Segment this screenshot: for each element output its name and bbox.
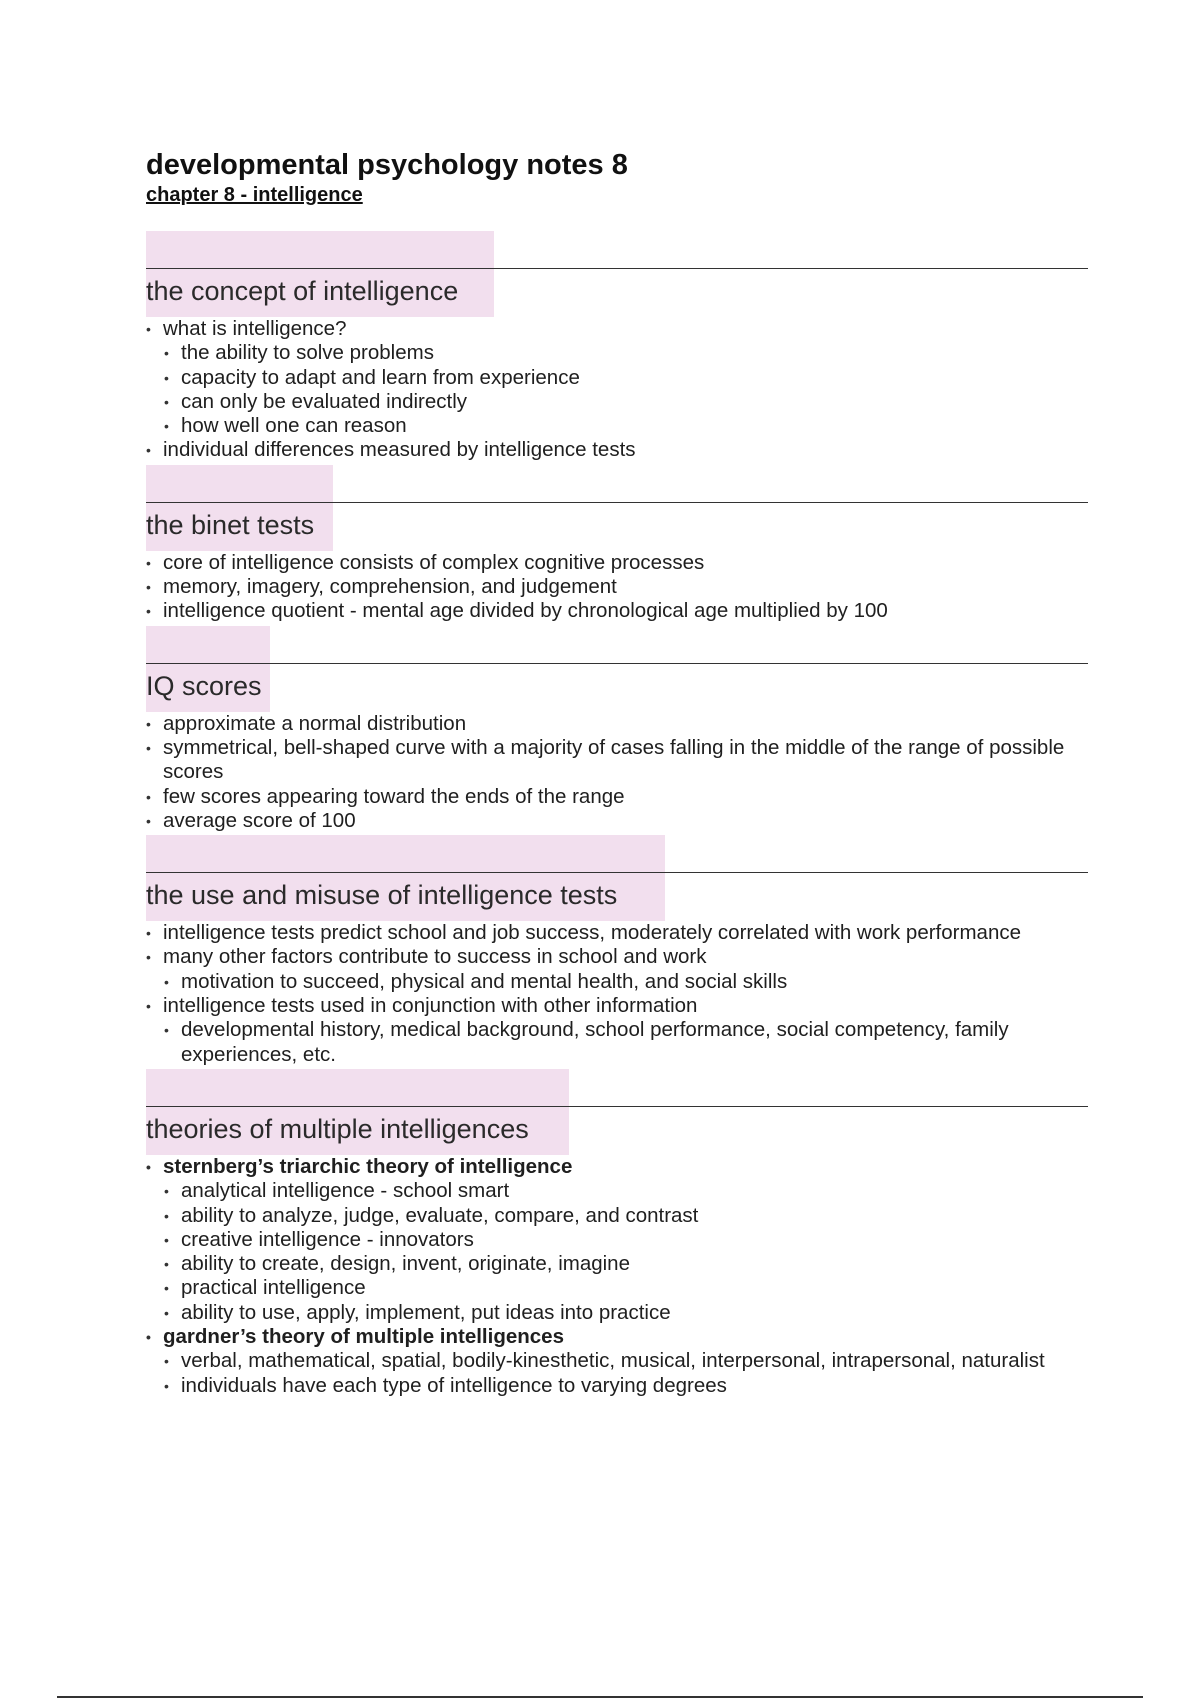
bullet-item: • intelligence quotient - mental age divided by chronological age multiplied by 100 [146, 599, 1088, 623]
sub-sub-bullet-item: • ability to create, design, invent, originate, imagine [164, 1252, 1088, 1276]
bullet-item-bold: • sternberg’s triarchic theory of intelligence [146, 1155, 1088, 1179]
bullet-item: • average score of 100 [146, 809, 1088, 833]
section-header [146, 626, 1088, 712]
section-divider [146, 663, 1088, 664]
nested-list-wrapper [146, 1349, 1088, 1398]
section-multiple-intelligences [146, 1069, 1088, 1398]
sub-bullet-list [146, 1018, 1088, 1067]
sub-bullet-list [146, 341, 1088, 438]
sub-bullet-item: • individuals have each type of intelligence to varying degrees [164, 1374, 1088, 1398]
sub-bullet-item: • creative intelligence - innovators [164, 1228, 1088, 1252]
bullet-item: • what is intelligence? [146, 317, 1088, 341]
sub-bullet-item: • developmental history, medical background, school performance, social competency, family experiences, etc. [164, 1018, 1088, 1067]
nested-list-wrapper [146, 1204, 1088, 1228]
bullet-item-bold: • gardner’s theory of multiple intelligences [146, 1325, 1088, 1349]
nested-list-wrapper [146, 1252, 1088, 1276]
bullet-item: • memory, imagery, comprehension, and judgement [146, 575, 1088, 599]
section-concept-of-intelligence [146, 231, 1088, 463]
sub-sub-bullet-list [146, 1301, 1088, 1325]
bullet-list [146, 921, 1088, 1067]
section-header [146, 231, 1088, 317]
section-heading: theories of multiple intelligences [146, 1113, 529, 1144]
bullet-list [146, 1155, 1088, 1398]
section-header [146, 465, 1088, 551]
bullet-item: • core of intelligence consists of complex cognitive processes [146, 551, 1088, 575]
section-iq-scores [146, 626, 1088, 833]
nested-list-wrapper [146, 1179, 1088, 1325]
bullet-item: • individual differences measured by intelligence tests [146, 438, 1088, 462]
sub-bullet-item: • motivation to succeed, physical and mental health, and social skills [164, 970, 1088, 994]
sub-bullet-list [146, 970, 1088, 994]
section-heading: the use and misuse of intelligence tests [146, 880, 618, 911]
sub-sub-bullet-list [146, 1252, 1088, 1276]
sub-bullet-item: • analytical intelligence - school smart [164, 1179, 1088, 1203]
bullet-item: • approximate a normal distribution [146, 712, 1088, 736]
sub-sub-bullet-item: • ability to use, apply, implement, put ideas into practice [164, 1301, 1088, 1325]
section-heading: the concept of intelligence [146, 276, 459, 306]
notes-page [146, 148, 1088, 1398]
sub-sub-bullet-list [146, 1204, 1088, 1228]
chapter-subtitle: chapter 8 - intelligence [146, 184, 363, 206]
sub-bullet-item: • can only be evaluated indirectly [164, 390, 1088, 414]
nested-list-wrapper [146, 341, 1088, 438]
bullet-item: • intelligence tests predict school and job success, moderately correlated with work performance [146, 921, 1088, 945]
bullet-item: • symmetrical, bell-shaped curve with a majority of cases falling in the middle of the range of possible scores [146, 736, 1088, 785]
nested-list-wrapper [146, 1018, 1088, 1067]
bullet-list [146, 317, 1088, 463]
nested-list-wrapper [146, 1301, 1088, 1325]
section-header [146, 835, 1088, 921]
sub-bullet-item: • verbal, mathematical, spatial, bodily-kinesthetic, musical, interpersonal, intrapersonal, naturalist [164, 1349, 1088, 1373]
section-binet-tests [146, 465, 1088, 624]
section-heading: IQ scores [146, 670, 262, 701]
bullet-item: • intelligence tests used in conjunction with other information [146, 994, 1088, 1018]
sub-bullet-item: • how well one can reason [164, 414, 1088, 438]
sub-bullet-item: • the ability to solve problems [164, 341, 1088, 365]
sub-bullet-list [146, 1179, 1088, 1325]
bullet-list [146, 551, 1088, 624]
sub-bullet-item: • practical intelligence [164, 1276, 1088, 1300]
section-use-and-misuse [146, 835, 1088, 1067]
section-heading: the binet tests [146, 509, 315, 540]
nested-list-wrapper [146, 970, 1088, 994]
section-header [146, 1069, 1088, 1155]
section-divider [146, 268, 1088, 269]
bullet-item: • many other factors contribute to success in school and work [146, 945, 1088, 969]
bullet-item: • few scores appearing toward the ends of the range [146, 785, 1088, 809]
section-divider [146, 1106, 1088, 1107]
page-title: developmental psychology notes 8 [146, 149, 628, 181]
sub-bullet-list [146, 1349, 1088, 1398]
page-bottom-rule [57, 1696, 1143, 1698]
bullet-list [146, 712, 1088, 833]
section-divider [146, 502, 1088, 503]
section-divider [146, 872, 1088, 873]
sub-sub-bullet-item: • ability to analyze, judge, evaluate, compare, and contrast [164, 1204, 1088, 1228]
sub-bullet-item: • capacity to adapt and learn from experience [164, 366, 1088, 390]
